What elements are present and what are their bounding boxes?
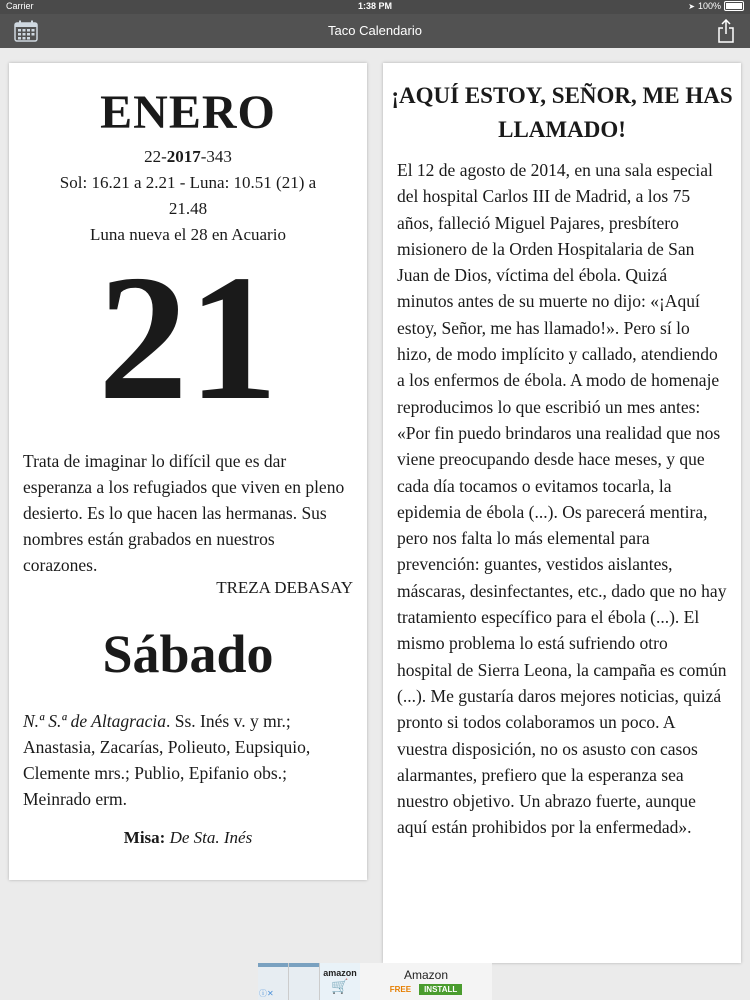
article-page [383,63,741,963]
article-body [397,157,727,841]
weekday-name: Sábado [102,624,274,684]
ad-info [360,963,492,1000]
share-button[interactable] [716,19,736,43]
article-paragraph: «Por fin puedo brindaros una realidad que nos viene preocupando desde hace meses, y que cada día tocamos o evitamos tocarla, la epidemia de ébola (...). Os parecerá mentira, pero nos falta lo más elemental para prevención: guantes, vestidos aislantes, máscaras, desinfectantes, etc., dado que no hay tratamiento específico para el ébola (...). El mismo problema lo está sufriendo otro hospital de Sierra Leona, la campaña es común (...). Me gustaría daros mejores noticias, quizá pronto si todos colaboramos un poco. A vuestra disposición, no os asusto con casos alarmantes, prefiero que la esperanza sea nuestro objetivo. Un abrazo fuerte, aunque aquí están prohibidos por la enfermedad». [397,422,727,838]
amazon-logo [320,963,360,1000]
ad-choices-icon[interactable]: ⓘ✕ [259,989,274,998]
calendar-page [9,63,367,880]
saints-feast: N.ª S.ª de Altagracia [23,711,167,731]
sun-moon-times-cont: 21.48 [168,199,208,218]
battery-icon [724,1,744,11]
cart-icon: 🛒 [331,978,349,994]
status-time: 1:38 PM [357,1,392,11]
carrier-label: Carrier [6,1,34,11]
navigation-bar [0,14,750,48]
ad-logo-text: amazon [323,968,357,978]
article-title: ¡AQUÍ ESTOY, SEÑOR, ME HAS LLAMADO! [391,83,733,142]
daily-quote: Trata de imaginar lo difícil que es dar esperanza a los refugiados que viven en pleno desierto. Es lo que hacen las hermanas. Sus nombres están grabados en nuestros corazones. [23,451,345,575]
day-of-year [9,147,367,167]
share-icon [716,19,736,43]
sun-moon-times: Sol: 16.21 a 2.21 - Luna: 10.51 (21) a [59,173,317,192]
ad-free-label: FREE [389,985,412,994]
ad-app-name: Amazon [403,968,449,982]
mass-label: Misa: [123,828,166,847]
location-arrow-icon: ➤ [688,1,695,11]
battery-indicator [688,1,744,11]
mass-of-day [9,828,367,848]
status-bar [0,0,750,14]
year: 2017 [166,147,201,166]
ad-banner[interactable] [258,963,492,1000]
ad-install-button[interactable]: INSTALL [419,984,462,995]
app-title: Taco Calendario [328,23,422,38]
mass-value: De Sta. Inés [169,828,253,847]
saints-of-day [23,708,357,812]
article-paragraph: El 12 de agosto de 2014, en una sala especial del hospital Carlos III de Madrid, a los 75 años, falleció Miguel Pajares, presbítero misionero de la Orden Hospitalaria de San Juan de Dios, víctima del ébola. Quizá minutos antes de su muerte no dijo: «¡Aquí estoy, Señor, me has llamado!». Pero sí lo hizo, de modo implícito y callado, atendiendo a los enfermos de ébola. A modo de homenaje reproducimos lo que escribió un mes antes: [397,160,720,417]
day-number: 21 [98,238,278,437]
ad-thumbnail [289,963,320,1000]
days-remaining: -343 [200,147,232,166]
day-of-year-left: 22- [144,147,167,166]
quote-author: TREZA DEBASAY [216,578,353,597]
battery-percent: 100% [697,1,721,11]
month-name: ENERO [100,86,276,139]
moon-phase: Luna nueva el 28 en Acuario [90,225,286,244]
saints-list: . Ss. Inés v. y mr.; Anastasia, Zacarías, Polieuto, Eupsiquio, Clemente mrs.; Publio, Epifanio obs.; Meinrado erm. [23,711,311,809]
